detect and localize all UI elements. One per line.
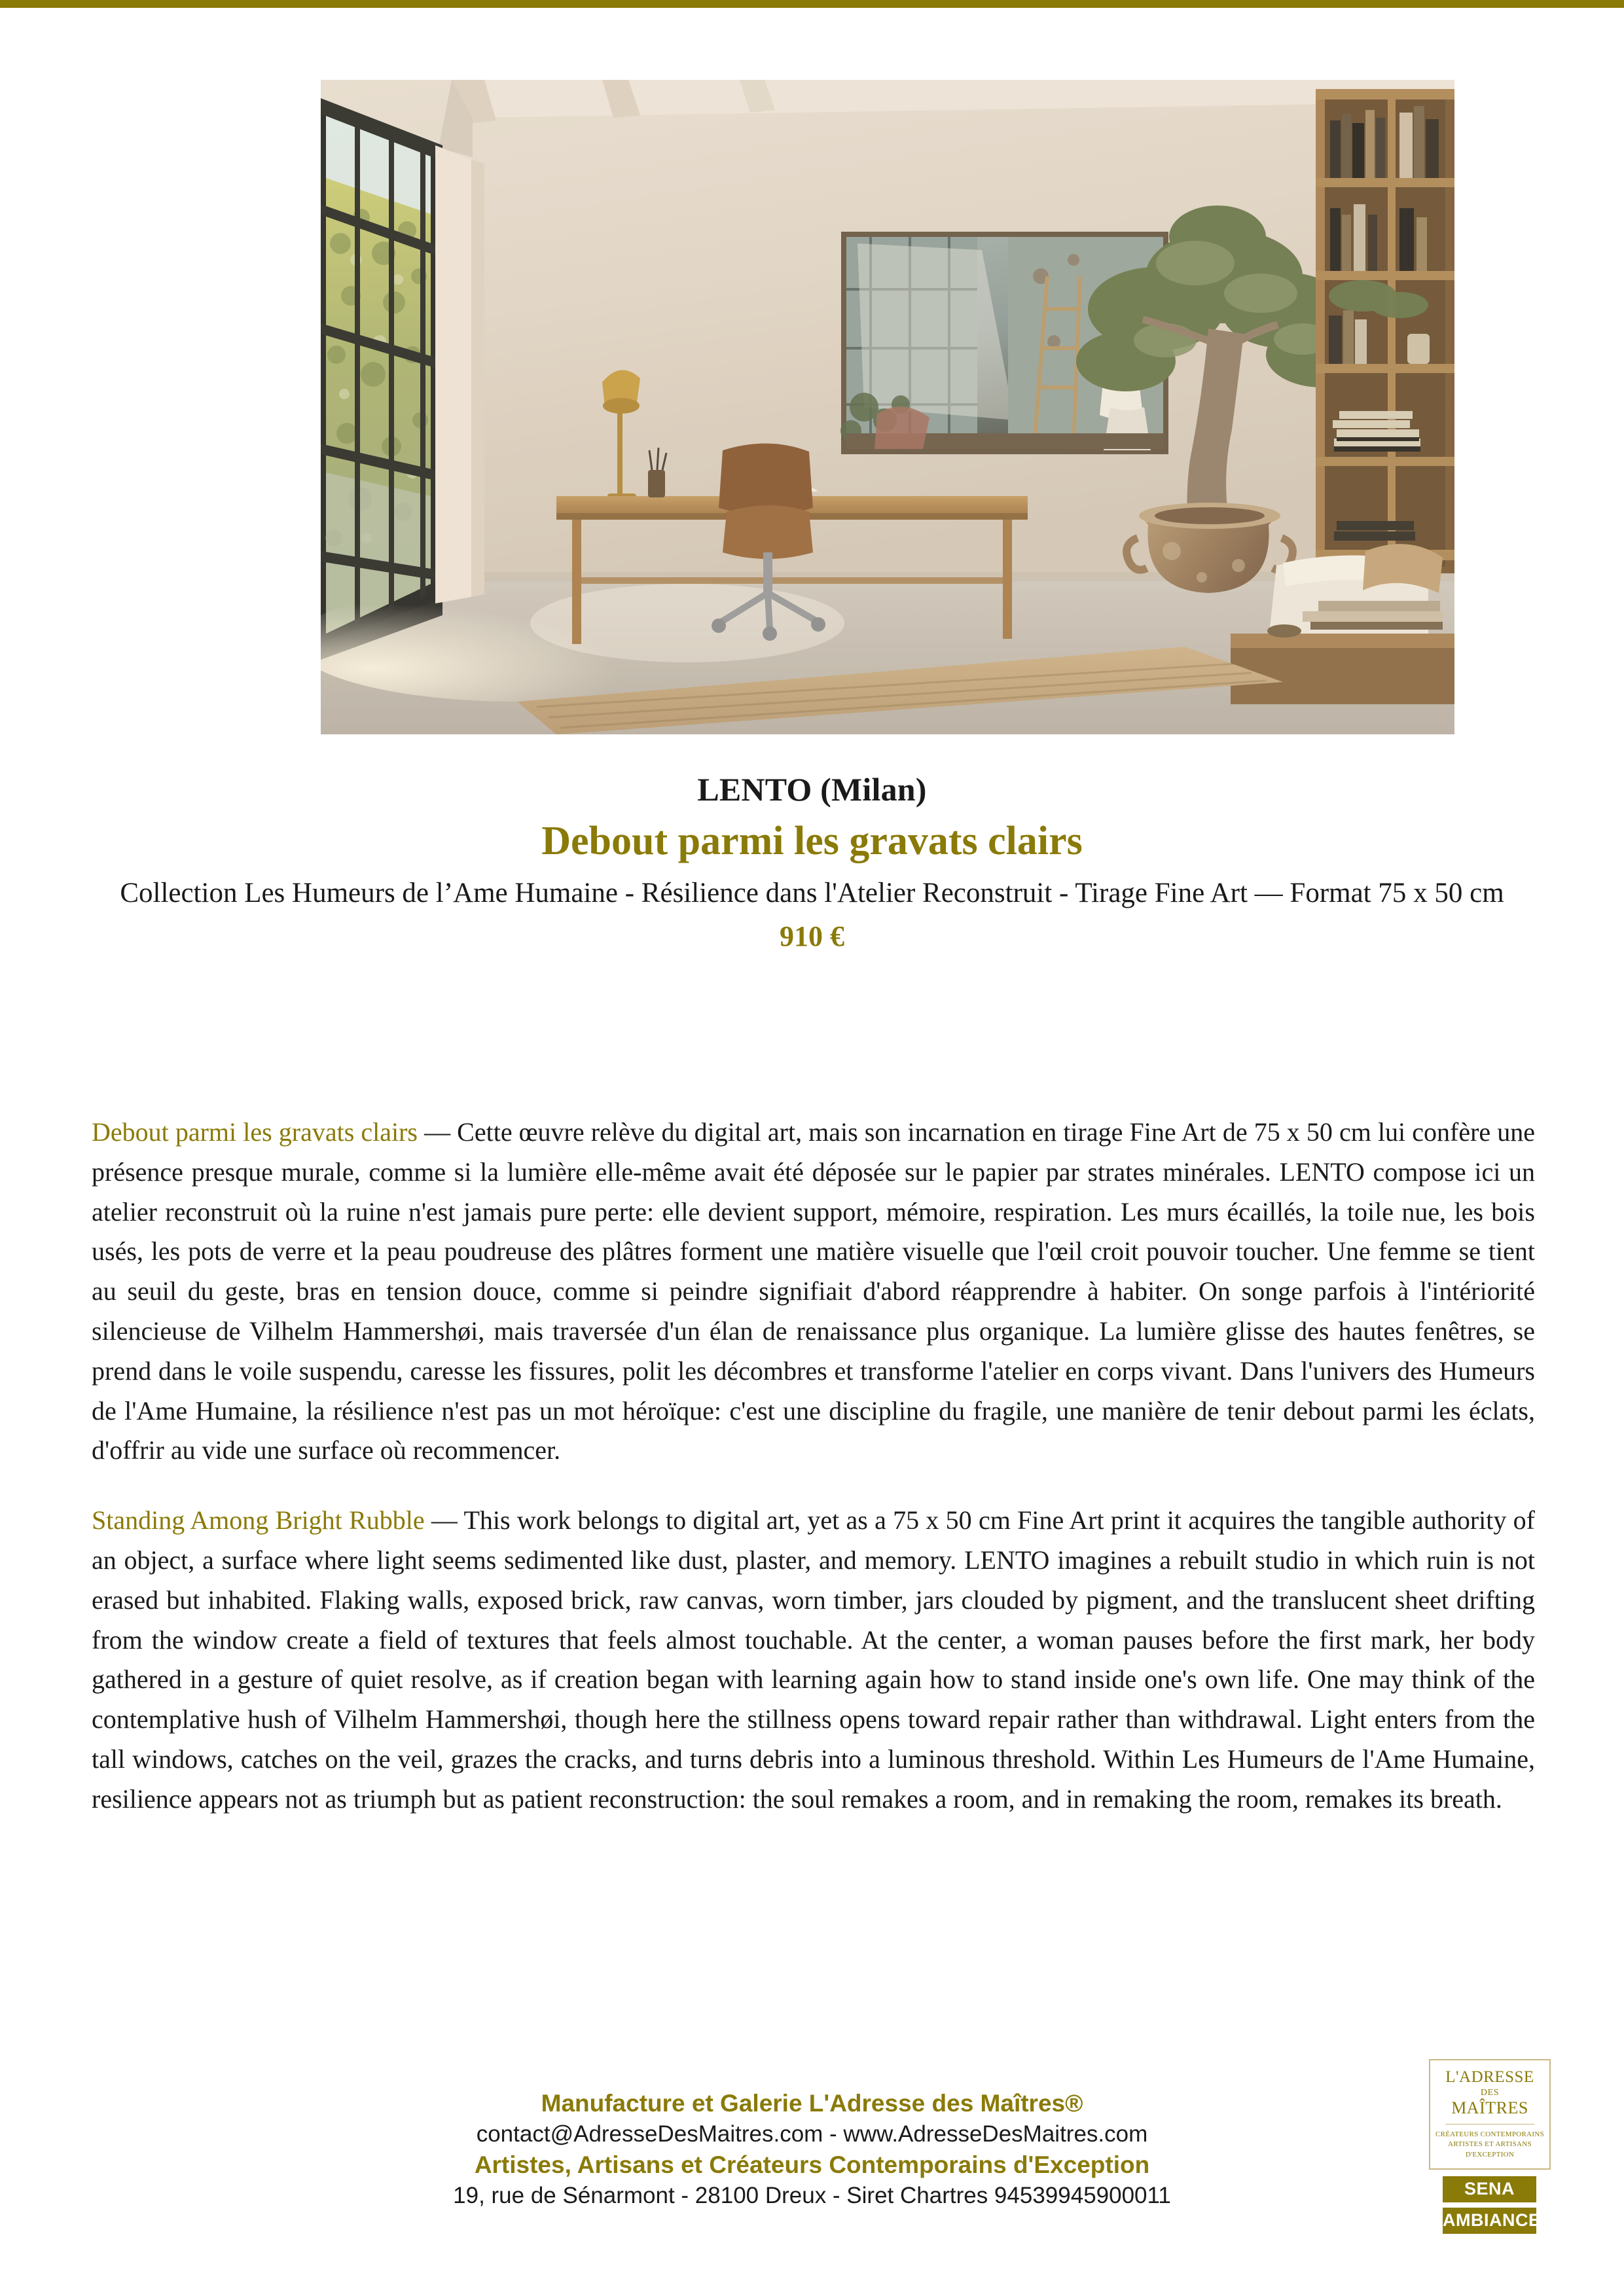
description-lead-fr: Debout parmi les gravats clairs <box>92 1117 418 1147</box>
description-body-en: This work belongs to digital art, yet as a 75 x 50 cm Fine Art print it acquires the tangible authority of an object, a surface where light seems sedimented like dust, plaster, and memory. LENTO imagines a rebuilt studio in which ruin is not erased but inhabited. Flaking walls, exposed brick, raw canvas, worn timber, jars clouded by pigment, and the translucent sheet drifting from the window create a field of textures that feels almost touchable. At the center, a woman pauses before the first mark, her body gathered in a gesture of quiet resolve, as if creation began with learning again how to stand inside one's own life. One may think of the contemplative hush of Vilhelm Hammershøi, though here the stillness opens toward repair rather than withdrawal. Light enters from the tall windows, catches on the veil, grazes the cracks, and turns debris into a luminous threshold. Within Les Humeurs de l'Ame Humaine, resilience appears not as triumph but as patient reconstruction: the soul remakes a room, and in remaking the room, remakes its breath. <box>92 1505 1536 1814</box>
footer-company-name: Manufacture et Galerie L'Adresse des Maîtres® <box>541 2090 1083 2117</box>
footer-tagline: Artistes, Artisans et Créateurs Contemporains d'Exception <box>474 2151 1150 2178</box>
artist-name: LENTO (Milan) <box>697 771 927 808</box>
top-accent-bar <box>0 0 1624 8</box>
description-lead-en: Standing Among Bright Rubble <box>92 1505 425 1535</box>
description-dash-fr: — <box>417 1117 458 1147</box>
brand-subline1: CRÉATEURS CONTEMPORAINS <box>1435 2130 1545 2138</box>
description-dash-en: — <box>424 1505 464 1535</box>
description-column <box>92 1113 1535 1850</box>
description-paragraph-fr <box>92 1113 1535 1471</box>
artwork-photo <box>321 80 1454 734</box>
badge-ambiance: AMBIANCE <box>1443 2208 1536 2234</box>
badge-sena: SENA <box>1443 2176 1536 2202</box>
brand-subline2: ARTISTES ET ARTISANS <box>1448 2140 1532 2149</box>
artwork-photo-illustration <box>321 80 1454 734</box>
brand-block <box>1429 2059 1551 2234</box>
footer-contact[interactable]: contact@AdresseDesMaitres.com - www.AdresseDesMaitres.com <box>476 2121 1148 2147</box>
title-block <box>0 771 1624 953</box>
description-body-fr: Cette œuvre relève du digital art, mais son incarnation en tirage Fine Art de 75 x 50 cm lui confère une présence presque murale, comme si la lumière elle-même avait été déposée sur le papier par strates minérales. LENTO compose ici un atelier reconstruit où la ruine n'est jamais pure perte: elle devient support, mémoire, respiration. Les murs écaillés, la toile nue, les bois usés, les pots de verre et la peau poudreuse des plâtres forment une matière visuelle que l'œil croit pouvoir toucher. Une femme se tient au seuil du geste, bras en tension douce, comme si peindre signifiait d'abord réapprendre à habiter. On songe parfois à l'intériorité silencieuse de Vilhelm Hammershøi, mais traversée d'un élan de renaissance plus organique. La lumière glisse des hautes fenêtres, se prend dans le voile suspendu, caresse les fissures, polit les décombres et transforme l'atelier en corps vivant. Dans l'univers des Humeurs de l'Ame Humaine, la résilience n'est pas un mot héroïque: c'est une discipline du fragile, une manière de tenir debout parmi les éclats, d'offrir au vide une surface où recommencer. <box>92 1117 1536 1465</box>
brand-divider <box>1445 2124 1534 2125</box>
brand-logo-line2: DES <box>1480 2088 1500 2098</box>
footer <box>0 2088 1624 2210</box>
brand-logo-line1: L'ADRESSE <box>1445 2068 1534 2086</box>
price: 910 € <box>780 920 844 952</box>
description-paragraph-en <box>92 1501 1535 1819</box>
page-title: Debout parmi les gravats clairs <box>541 818 1083 863</box>
brand-logo-line3: MAÎTRES <box>1451 2098 1528 2118</box>
collection-subtitle: Collection Les Humeurs de l’Ame Humaine - Résilience dans l'Atelier Reconstruit - Tirage Fine Art — Format 75 x 50 cm <box>120 877 1504 908</box>
footer-address: 19, rue de Sénarmont - 28100 Dreux - Siret Chartres 94539945900011 <box>453 2182 1171 2208</box>
brand-logo-card <box>1429 2059 1551 2170</box>
brand-subline3: D'EXCEPTION <box>1465 2151 1515 2159</box>
